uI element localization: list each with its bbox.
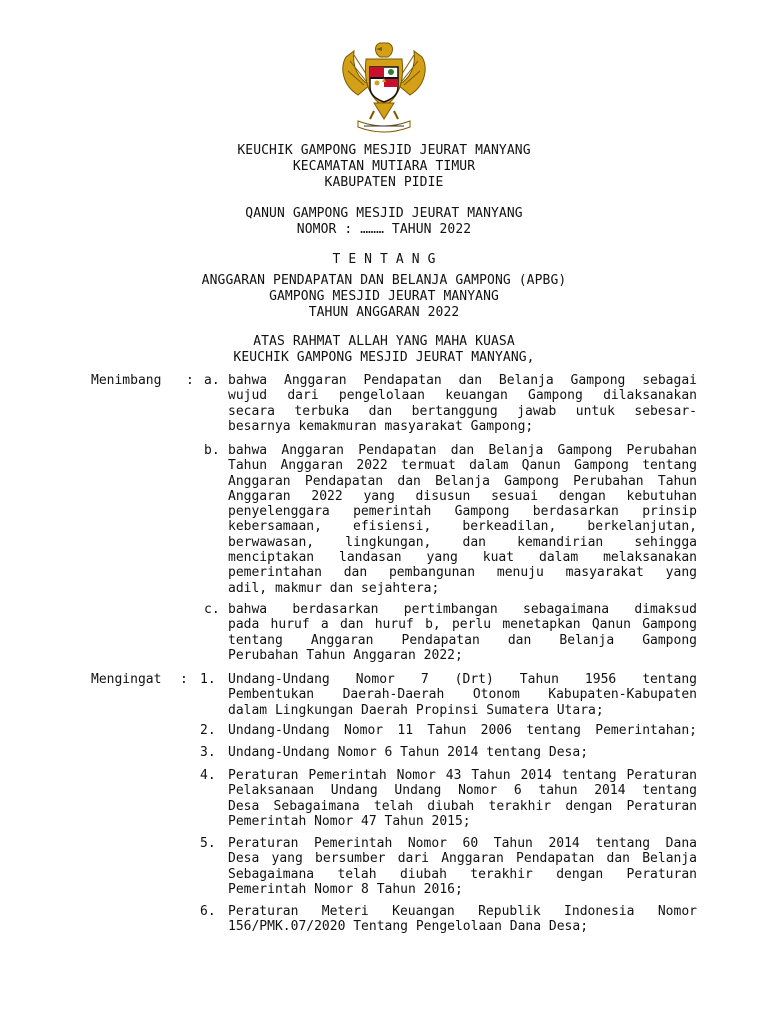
- item-line: Perubahan Tahun Anggaran 2022;: [228, 647, 463, 663]
- preamble: [0, 334, 768, 366]
- item-line: Tahun Anggaran 2022 termuat dalam Qanun Gampong tentang: [228, 458, 697, 474]
- item-line: Undang-Undang Nomor 11 Tahun 2006 tentang Pemerintahan;: [228, 723, 697, 738]
- item-line: 156/PMK.07/2020 Tentang Pengelolaan Dana Desa;: [228, 919, 589, 935]
- mengingat-item-marker: 3.: [200, 745, 216, 760]
- menimbang-item-marker: c.: [204, 602, 220, 617]
- menimbang-item: [228, 602, 697, 663]
- issuer-line: KECAMATAN MUTIARA TIMUR: [292, 159, 476, 174]
- mengingat-item-marker: 1.: [200, 672, 216, 687]
- menimbang-item-marker: b.: [204, 443, 220, 458]
- mengingat-item: [228, 745, 697, 760]
- item-line: dalam Lingkungan Daerah Propinsi Sumatera Utara;: [228, 702, 604, 718]
- mengingat-label-text: Mengingat: [91, 672, 162, 687]
- menimbang-label: [91, 373, 161, 389]
- menimbang-colon: :: [186, 373, 194, 388]
- item-line: Undang-Undang Nomor 6 Tahun 2014 tentang Desa;: [228, 745, 589, 760]
- issuer-line: KABUPATEN PIDIE: [324, 175, 444, 190]
- item-line: pada huruf a dan huruf b, perlu menetapkan Qanun Gampong: [228, 617, 697, 633]
- tentang-heading: [0, 252, 768, 268]
- item-line: Pelaksanaan Undang Undang Nomor 6 tahun 2014 tentang: [228, 783, 697, 799]
- item-line: besarnya kemakmuran masyarakat Gampong;: [228, 418, 534, 434]
- issuer-line: KEUCHIK GAMPONG MESJID JEURAT MANYANG: [237, 143, 531, 158]
- mengingat-item: [228, 723, 697, 738]
- item-line: Anggaran Pendapatan dan Belanja Gampong Perubahan Tahun: [228, 473, 697, 489]
- document-subject: [0, 273, 768, 321]
- item-line: Peraturan Meteri Keuangan Republik Indonesia Nomor: [228, 904, 697, 919]
- menimbang-item-marker: a.: [204, 373, 220, 388]
- item-line: bahwa berdasarkan pertimbangan sebagaimana dimaksud: [228, 602, 697, 617]
- mengingat-item: [228, 836, 697, 897]
- mengingat-colon: :: [180, 672, 188, 687]
- item-line: kebersamaan, efisiensi, berkeadilan, berkelanjutan,: [228, 519, 697, 535]
- item-line: Undang-Undang Nomor 7 (Drt) Tahun 1956 tentang: [228, 672, 697, 687]
- preamble-line: KEUCHIK GAMPONG MESJID JEURAT MANYANG,: [233, 350, 535, 365]
- mengingat-item: [228, 672, 697, 718]
- item-line: Desa yang bersumber dari Anggaran Pendapatan dan Belanja: [228, 851, 697, 867]
- mengingat-item-marker: 2.: [200, 723, 216, 738]
- item-line: Pembentukan Daerah-Daerah Otonom Kabupaten-Kabupaten: [228, 687, 697, 703]
- subject-line: TAHUN ANGGARAN 2022: [308, 305, 460, 320]
- title-line: NOMOR : ……… TAHUN 2022: [296, 222, 472, 237]
- mengingat-item-marker: 6.: [200, 904, 216, 919]
- item-line: berwawasan, lingkungan, dan kemandirian sehingga: [228, 534, 697, 550]
- item-line: Anggaran 2022 yang disusun sesuai dengan kebutuhan: [228, 488, 697, 504]
- issuer-header: [0, 143, 768, 191]
- garuda-emblem-icon: [336, 37, 432, 137]
- item-line: bahwa Anggaran Pendapatan dan Belanja Gampong Perubahan: [228, 443, 697, 458]
- subject-line: ANGGARAN PENDAPATAN DAN BELANJA GAMPONG (APBG): [201, 273, 567, 288]
- mengingat-item: [228, 768, 697, 829]
- document-title: [0, 206, 768, 238]
- menimbang-label-text: Menimbang: [91, 373, 162, 388]
- mengingat-item-marker: 4.: [200, 768, 216, 783]
- title-line: QANUN GAMPONG MESJID JEURAT MANYANG: [245, 206, 523, 221]
- item-line: Pemerintah Nomor 8 Tahun 2016;: [228, 881, 463, 897]
- item-line: Peraturan Pemerintah Nomor 43 Tahun 2014 tentang Peraturan: [228, 768, 697, 783]
- item-line: bahwa Anggaran Pendapatan dan Belanja Gampong sebagai: [228, 373, 697, 388]
- item-line: secara terbuka dan bertanggung jawab untuk sebesar-: [228, 403, 697, 419]
- item-line: menciptakan landasan yang kuat dalam melaksanakan: [228, 550, 697, 566]
- mengingat-label: [91, 672, 161, 688]
- menimbang-item: [228, 443, 697, 596]
- item-line: Pemerintah Nomor 47 Tahun 2015;: [228, 813, 471, 829]
- mengingat-item: [228, 904, 697, 935]
- mengingat-item-marker: 5.: [200, 836, 216, 851]
- item-line: penyelenggara pemerintah Gampong berdasarkan prinsip: [228, 504, 697, 520]
- tentang-text: T E N T A N G: [332, 252, 436, 267]
- preamble-line: ATAS RAHMAT ALLAH YANG MAHA KUASA: [253, 334, 515, 349]
- item-line: Peraturan Pemerintah Nomor 60 Tahun 2014 tentang Dana: [228, 836, 697, 851]
- item-line: wujud dari pengelolaan keuangan Gampong dilaksanakan: [228, 388, 697, 404]
- item-line: tentang Anggaran Pendapatan dan Belanja Gampong: [228, 632, 697, 648]
- item-line: pemerintahan dan pembangunan menuju masyarakat yang: [228, 565, 697, 581]
- item-line: adil, makmur dan sejahtera;: [228, 580, 440, 596]
- item-line: Sebagaimana telah diubah terakhir dengan Peraturan: [228, 866, 697, 882]
- item-line: Desa Sebagaimana telah diubah terakhir dengan Peraturan: [228, 798, 697, 814]
- subject-line: GAMPONG MESJID JEURAT MANYANG: [269, 289, 499, 304]
- menimbang-item: [228, 373, 697, 434]
